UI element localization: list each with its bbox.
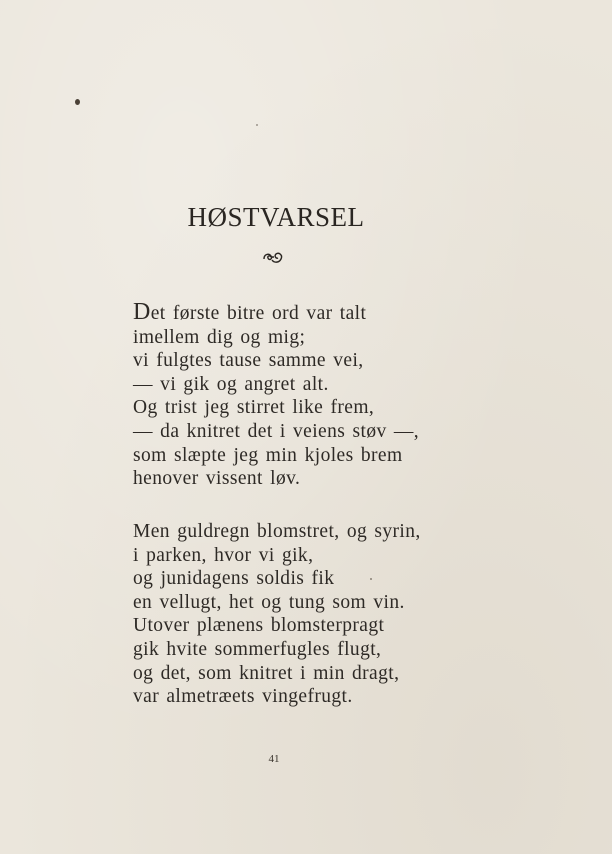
poem-line: vi fulgtes tause samme vei,: [133, 350, 364, 372]
fleuron-ornament-icon: [262, 250, 284, 266]
poem-line: — vi gik og angret alt.: [133, 373, 329, 395]
poem-line: Utover plænens blomsterpragt: [133, 615, 385, 637]
line-text: et første bitre ord var talt: [150, 303, 367, 324]
paper-speck: [256, 124, 258, 126]
poem-line: — da knitret det i veiens støv —,: [133, 420, 420, 442]
paper-speck: [75, 99, 80, 105]
poem-line: henover vissent løv.: [133, 468, 301, 490]
poem-line: [133, 301, 419, 326]
poem-line: var almetræets vingefrugt.: [133, 686, 353, 708]
poem-title: HØSTVARSEL: [187, 202, 365, 232]
stanza-1: [133, 301, 419, 491]
stanza-2: [133, 520, 421, 709]
poem-line: imellem dig og mig;: [133, 326, 306, 348]
poem-line: gik hvite sommerfugles flugt,: [133, 638, 382, 660]
page-number: 41: [268, 753, 280, 765]
poem-line: Men guldregn blomstret, og syrin,: [133, 521, 421, 542]
poem-line: i parken, hvor vi gik,: [133, 544, 314, 566]
poem-line: Og trist jeg stirret like frem,: [133, 397, 375, 419]
poem-line: en vellugt, het og tung som vin.: [133, 591, 405, 613]
poem-line: og det, som knitret i min dragt,: [133, 662, 400, 684]
poem-line: som slæpte jeg min kjoles brem: [133, 444, 403, 466]
initial-letter: D: [133, 299, 151, 325]
poem-line: og junidagens soldis fik: [133, 568, 335, 590]
